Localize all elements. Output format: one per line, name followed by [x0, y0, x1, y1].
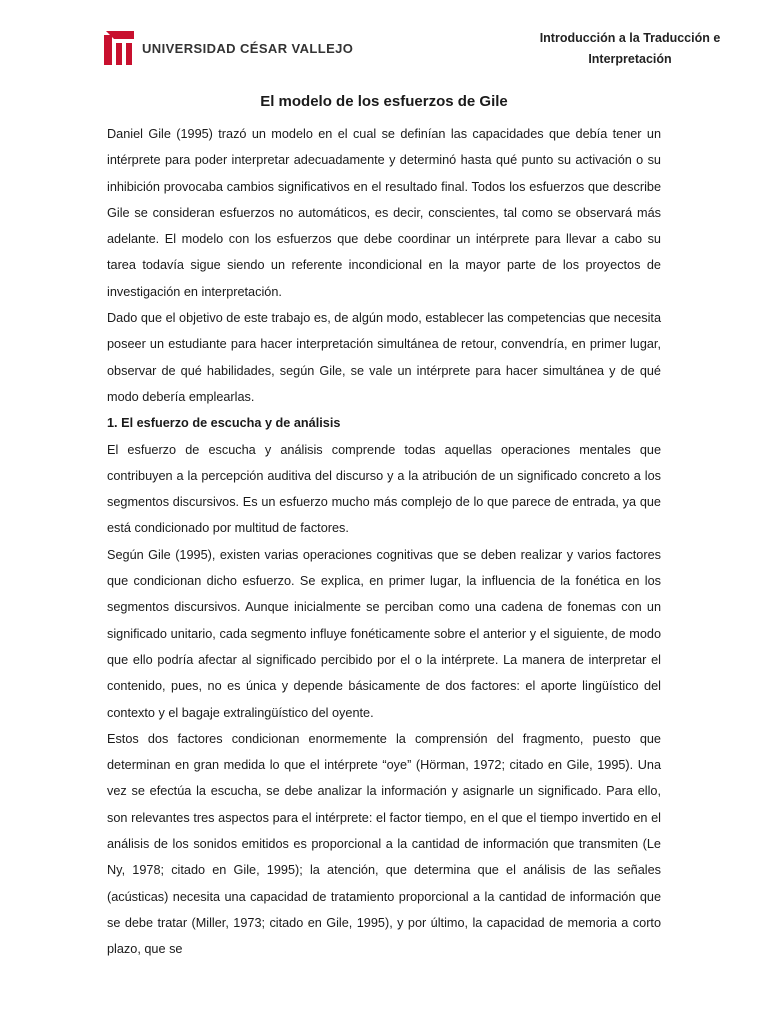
document-body: [107, 121, 661, 963]
logo-text: UNIVERSIDAD CÉSAR VALLEJO: [142, 40, 354, 56]
section-heading: 1. El esfuerzo de escucha y de análisis: [107, 416, 341, 431]
paragraph-5: Estos dos factores condicionan enormemente la comprensión del fragmento, puesto que determinan en gran medida lo que el intérprete “oye” (Hörman, 1972; citado en Gile, 1995). Una vez se efectúa la escucha, se debe analizar la información y asignarle un significado. Para ello, son relevantes tres aspectos para el intérprete: el factor tiempo, en el que el tiempo invertido en el análisis de los sonidos emitidos es proporcional a la cantidad de información que transmiten (Le Ny, 1978; citado en Gile, 1995); la atención, que determina que el análisis de las señales (acústicas) necesita una capacidad de tratamiento proporcional a la cantidad de información que se debe tratar (Miller, 1973; citado en Gile, 1995), y por último, la capacidad de memoria a corto plazo, que se: [107, 731, 661, 957]
paragraph-1: Daniel Gile (1995) trazó un modelo en el cual se definían las capacidades que debía tener un intérprete para poder interpretar adecuadamente y determinó hasta qué punto su activación o su inhibición provocaba cambios significativos en el resultado final. Todos los esfuerzos que describe Gile se consideran esfuerzos no automáticos, es decir, conscientes, tal como se observará más adelante. El modelo con los esfuerzos que debe coordinar un intérprete para llevar a cabo su tarea todavía sigue siendo un referente incondicional en la mayor parte de los proyectos de investigación en interpretación.: [107, 127, 661, 299]
paragraph-2: Dado que el objetivo de este trabajo es, de algún modo, establecer las competencias que necesita poseer un estudiante para hacer interpretación simultánea de retour, convendría, en primer lugar, observar de qué habilidades, según Gile, se vale un intérprete para hacer simultánea y de qué modo debería emplearlas.: [107, 311, 661, 404]
university-crest-icon: [104, 31, 134, 65]
paragraph-4: Según Gile (1995), existen varias operaciones cognitivas que se deben realizar y varios factores que condicionan dicho esfuerzo. Se explica, en primer lugar, la influencia de la fonética en los segmentos discursivos. Aunque inicialmente se perciban como una cadena de fonemas con un significado unitario, cada segmento influye fonéticamente sobre el anterior y el siguiente, de modo que ello podría afectar al significado percibido por el o la intérprete. La manera de interpretar el contenido, pues, no es única y depende básicamente de dos factores: el aporte lingüístico del contexto y el bagaje extralingüístico del oyente.: [107, 547, 661, 720]
course-line-2: Interpretación: [588, 52, 672, 66]
course-line-1: Introducción a la Traducción e: [539, 31, 721, 45]
course-header: [500, 28, 760, 70]
document-title: El modelo de los esfuerzos de Gile: [260, 93, 508, 110]
paragraph-3: El esfuerzo de escucha y análisis comprende todas aquellas operaciones mentales que contribuyen a la percepción auditiva del discurso y a la atribución de un significado concreto a los segmentos discursivos. Es un esfuerzo mucho más complejo de lo que parece de entrada, ya que está condicionado por multitud de factores.: [107, 442, 661, 536]
university-logo: [104, 30, 353, 66]
